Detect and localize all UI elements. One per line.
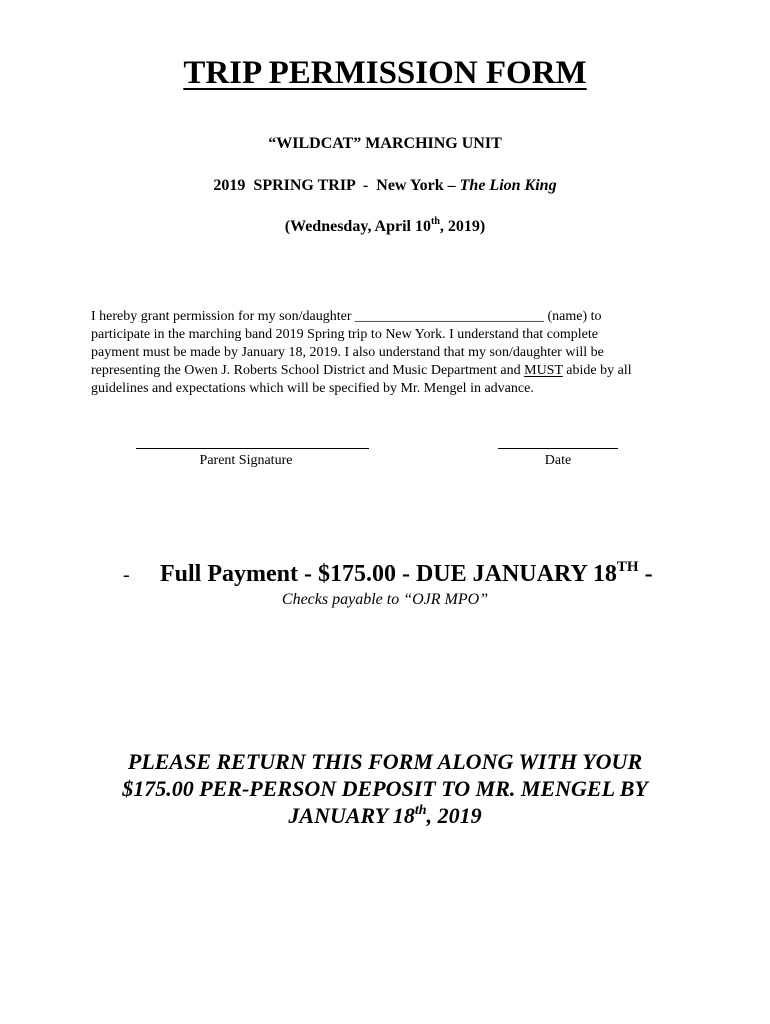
date-signature-line[interactable] xyxy=(498,448,618,449)
notice-ordinal: th xyxy=(414,803,427,818)
trip-show: The Lion King xyxy=(459,177,557,194)
unit-name: “WILDCAT” MARCHING UNIT xyxy=(268,135,502,152)
trip-date-after: , 2019) xyxy=(439,218,486,235)
notice-line-3-before: JANUARY 18 xyxy=(288,803,415,828)
permission-paragraph xyxy=(91,308,691,398)
trip-prefix: 2019 SPRING TRIP - New York – xyxy=(213,177,460,194)
permission-line-4-before: representing the Owen J. Roberts School District and Music Department and xyxy=(91,363,525,378)
notice-line-1: PLEASE RETURN THIS FORM ALONG WITH YOUR xyxy=(127,749,643,774)
permission-line-5: guidelines and expectations which will be specified by Mr. Mengel in advance. xyxy=(91,381,534,396)
checks-note: Checks payable to “OJR MPO” xyxy=(281,591,489,608)
trip-line xyxy=(0,176,770,196)
trip-date-ordinal: th xyxy=(431,216,440,227)
payment-trailing: - xyxy=(638,561,653,587)
form-title xyxy=(0,53,770,93)
notice-line-2: $175.00 PER-PERSON DEPOSIT TO MR. MENGEL BY xyxy=(122,776,648,801)
notice-line-3 xyxy=(0,802,770,829)
payment-line xyxy=(160,558,653,590)
payment-ordinal: TH xyxy=(616,559,639,575)
return-notice xyxy=(0,748,770,829)
trip-date xyxy=(0,217,770,237)
permission-line-1: I hereby grant permission for my son/daughter ___________________________ (name) to xyxy=(91,309,602,324)
parent-signature-label: Parent Signature xyxy=(199,453,293,468)
notice-line-3-after: , 2019 xyxy=(426,803,482,828)
permission-line-4 xyxy=(91,362,691,380)
permission-line-3: payment must be made by January 18, 2019. I also understand that my son/daughter will be xyxy=(91,345,604,360)
permission-line-4-after: abide by all xyxy=(562,363,632,378)
form-title-text: TRIP PERMISSION FORM xyxy=(183,55,587,91)
payment-text: Full Payment - $175.00 - DUE JANUARY 18 xyxy=(160,561,617,587)
trip-date-before: (Wednesday, April 10 xyxy=(284,218,431,235)
payment-bullet: - xyxy=(123,564,130,586)
date-signature-label: Date xyxy=(544,453,572,468)
permission-line-2: participate in the marching band 2019 Spring trip to New York. I understand that complete xyxy=(91,327,599,342)
parent-signature-line[interactable] xyxy=(136,448,369,449)
permission-must: MUST xyxy=(524,363,563,378)
